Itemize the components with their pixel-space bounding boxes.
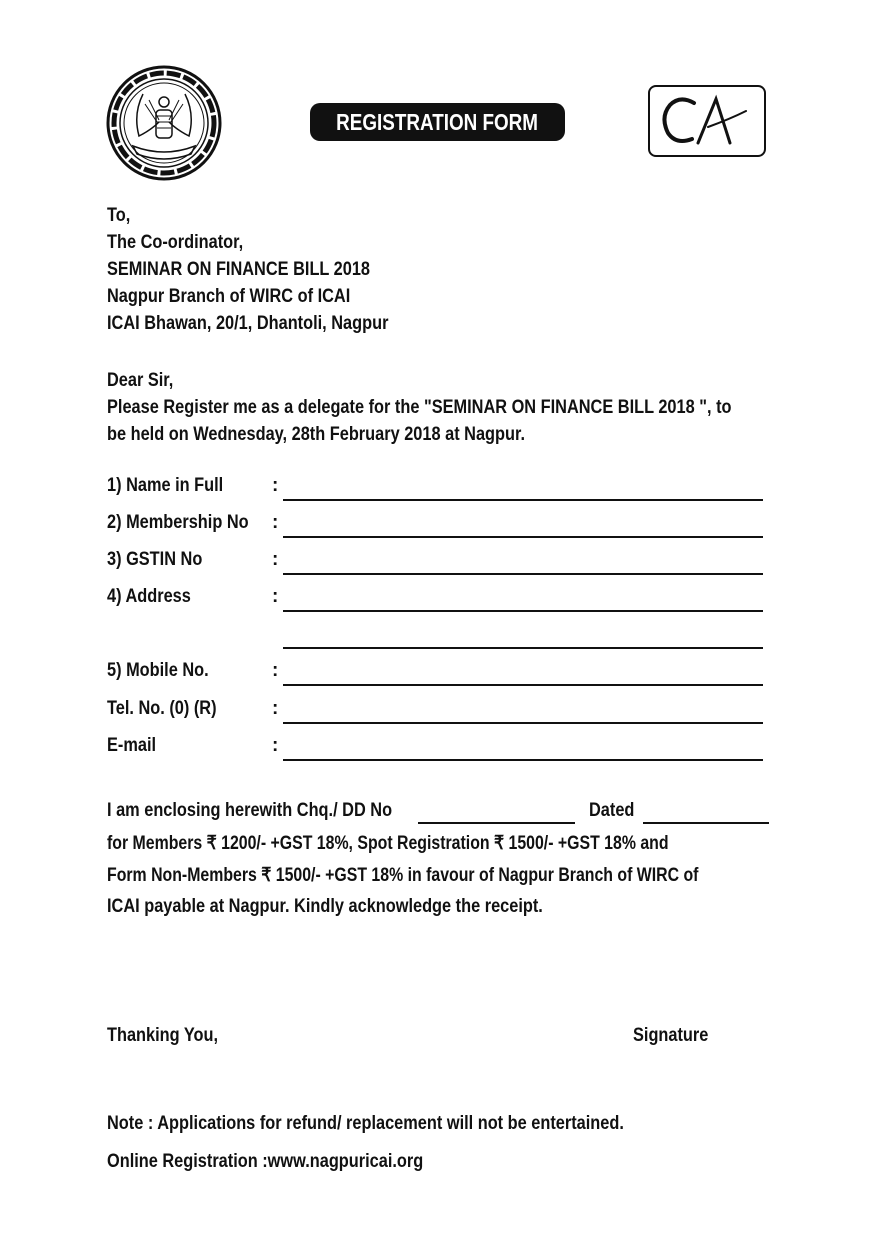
address-input-line-2[interactable] bbox=[283, 647, 763, 649]
payment-line-1 bbox=[107, 800, 769, 826]
address-line: Nagpur Branch of WIRC of ICAI bbox=[107, 286, 351, 307]
field-label: E-mail bbox=[107, 735, 157, 756]
field-membership-no bbox=[107, 512, 767, 538]
field-label: Tel. No. (0) (R) bbox=[107, 698, 217, 719]
chq-dd-no-input[interactable] bbox=[418, 822, 575, 824]
field-mobile-no bbox=[107, 660, 767, 686]
request-text: be held on Wednesday, 28th February 2018 at Nagpur. bbox=[107, 424, 526, 445]
payment-fee-text: ICAI payable at Nagpur. Kindly acknowledge the receipt. bbox=[107, 896, 543, 917]
page-title-text: REGISTRATION FORM bbox=[336, 108, 539, 135]
field-address bbox=[107, 586, 767, 612]
field-label: 1) Name in Full bbox=[107, 475, 224, 496]
gstin-input[interactable] bbox=[283, 573, 763, 575]
icai-emblem-icon bbox=[103, 64, 225, 182]
dated-input[interactable] bbox=[643, 822, 769, 824]
field-name-in-full bbox=[107, 475, 767, 501]
field-colon: : bbox=[272, 512, 279, 533]
address-line: To, bbox=[107, 205, 131, 226]
payment-fee-text: Form Non-Members ₹ 1500/- +GST 18% in favour of Nagpur Branch of WIRC of bbox=[107, 865, 699, 886]
payment-fee-text: for Members ₹ 1200/- +GST 18%, Spot Registration ₹ 1500/- +GST 18% and bbox=[107, 833, 669, 854]
field-gstin-no bbox=[107, 549, 767, 575]
request-text: Please Register me as a delegate for the "SEMINAR ON FINANCE BILL 2018 ", to bbox=[107, 397, 732, 418]
enclosing-text: I am enclosing herewith Chq./ DD No bbox=[107, 800, 393, 821]
field-colon: : bbox=[272, 698, 279, 719]
field-label: 3) GSTIN No bbox=[107, 549, 203, 570]
field-colon: : bbox=[272, 475, 279, 496]
field-label: 4) Address bbox=[107, 586, 191, 607]
thanking-text: Thanking You, bbox=[107, 1025, 219, 1046]
address-line: The Co-ordinator, bbox=[107, 232, 244, 253]
field-colon: : bbox=[272, 735, 279, 756]
field-colon: : bbox=[272, 660, 279, 681]
salutation: Dear Sir, bbox=[107, 370, 174, 391]
field-address-continued bbox=[107, 623, 767, 649]
mobile-input[interactable] bbox=[283, 684, 763, 686]
membership-no-input[interactable] bbox=[283, 536, 763, 538]
page-title bbox=[310, 103, 565, 141]
address-input[interactable] bbox=[283, 610, 763, 612]
field-label: 5) Mobile No. bbox=[107, 660, 209, 681]
name-input[interactable] bbox=[283, 499, 763, 501]
note-text: Note : Applications for refund/ replacement will not be entertained. bbox=[107, 1113, 624, 1134]
ca-logo-icon bbox=[648, 85, 766, 157]
online-registration-link[interactable]: Online Registration :www.nagpuricai.org bbox=[107, 1151, 424, 1172]
dated-label: Dated bbox=[589, 800, 635, 821]
email-input[interactable] bbox=[283, 759, 763, 761]
field-label: 2) Membership No bbox=[107, 512, 249, 533]
field-email bbox=[107, 735, 767, 761]
signature-label: Signature bbox=[633, 1025, 709, 1046]
tel-input[interactable] bbox=[283, 722, 763, 724]
field-colon: : bbox=[272, 549, 279, 570]
field-tel-no bbox=[107, 698, 767, 724]
address-line: SEMINAR ON FINANCE BILL 2018 bbox=[107, 259, 370, 280]
field-colon: : bbox=[272, 586, 279, 607]
address-line: ICAI Bhawan, 20/1, Dhantoli, Nagpur bbox=[107, 313, 389, 334]
